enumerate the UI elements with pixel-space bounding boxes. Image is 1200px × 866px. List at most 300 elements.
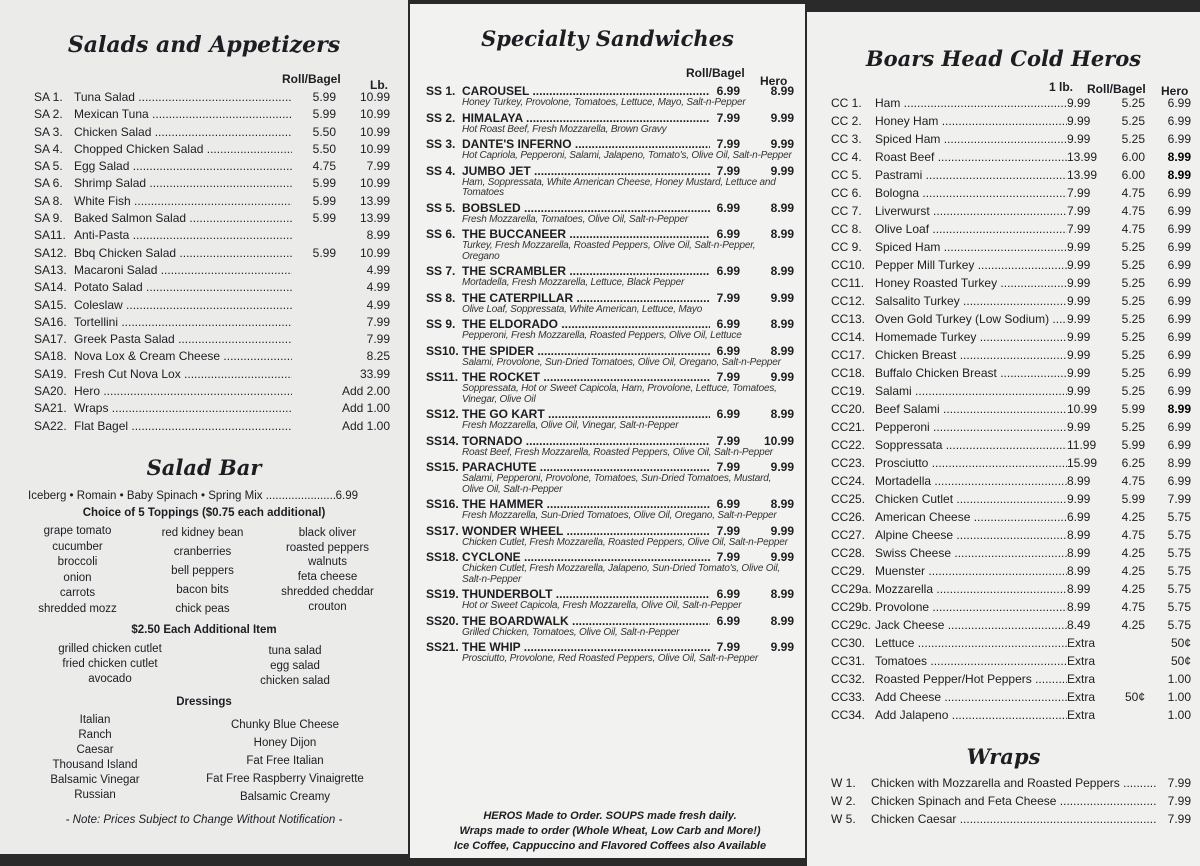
item-price-lb: 8.99 <box>1067 528 1091 542</box>
item-price-lb: 7.99 <box>1067 204 1091 218</box>
item-price-hero: 5.75 <box>1167 564 1191 578</box>
item-name: Spiced Ham ..... <box>875 132 1067 146</box>
item-price-hero: 8.99 <box>770 407 794 421</box>
item-price-lb: 8.99 <box>1067 600 1091 614</box>
item-price-lb: 7.99 <box>1067 186 1091 200</box>
item-code: CC 4. <box>831 150 862 164</box>
cold-hero-item <box>831 114 1191 132</box>
item-price-roll: 5.99 <box>1121 402 1145 416</box>
item-price-roll: 5.25 <box>1121 348 1145 362</box>
item-price-roll: 6.99 <box>716 200 740 215</box>
list-entry: cranberries <box>173 546 232 558</box>
item-name: THE HAMMER ..... <box>462 497 710 511</box>
list-entry: grilled chicken cutlet <box>58 643 162 655</box>
item-price-hero: 6.99 <box>1167 348 1191 362</box>
item-price-roll: 50¢ <box>1124 690 1145 704</box>
cold-hero-item <box>831 690 1191 708</box>
sandwich-item <box>426 317 794 342</box>
item-code: CC32. <box>831 672 866 686</box>
sandwich-row <box>426 111 794 125</box>
item-price-lb: 4.99 <box>366 262 390 277</box>
menu-item <box>34 246 390 263</box>
item-price-lb: Add 1.00 <box>341 401 390 416</box>
item-price-hero: 8.99 <box>1167 168 1191 182</box>
item-price-hero: 9.99 <box>770 460 794 474</box>
salad-bar-base <box>28 490 358 507</box>
menu-item <box>34 228 390 245</box>
item-price-hero: 8.99 <box>770 84 794 98</box>
dressings-col-1 <box>20 713 170 803</box>
item-name: Olive Loaf ..... <box>875 222 1067 236</box>
cold-hero-item <box>831 564 1191 582</box>
additional-col-2 <box>240 644 350 689</box>
list-entry: Russian <box>74 789 116 801</box>
item-description: Pepperoni, Fresh Mozzarella, Roasted Peppers, Olive Oil, Lettuce <box>462 330 742 341</box>
item-price-lb: 9.99 <box>1067 384 1091 398</box>
item-price-roll: 5.99 <box>312 211 336 226</box>
cold-hero-item <box>831 294 1191 312</box>
list-entry: fried chicken cutlet <box>62 658 158 670</box>
item-price-roll: 5.99 <box>312 245 336 260</box>
item-code: CC14. <box>831 330 866 344</box>
item-code: CC10. <box>831 258 866 272</box>
list-entry: carrots <box>59 587 96 599</box>
item-code: SA20. <box>34 384 67 399</box>
item-code: SA13. <box>34 262 67 277</box>
sandwich-item <box>426 164 794 199</box>
item-name: Anti-Pasta ..... <box>74 228 292 242</box>
item-price-lb: 7.99 <box>366 332 390 347</box>
item-name: Soppressata ..... <box>875 438 1067 452</box>
item-name: THE BOARDWALK ..... <box>462 614 710 628</box>
menu-item <box>34 315 390 332</box>
item-name: Chicken with Mozzarella and Roasted Peppers ..... <box>871 776 1157 790</box>
item-code: SA 5. <box>34 159 63 174</box>
cold-hero-item <box>831 438 1191 456</box>
item-price-roll: 6.00 <box>1121 150 1145 164</box>
item-price-roll: 5.99 <box>1121 492 1145 506</box>
item-name: Greek Pasta Salad ..... <box>74 332 292 346</box>
sandwich-item <box>426 614 794 639</box>
cold-hero-item <box>831 456 1191 474</box>
list-entry: Chunky Blue Cheese <box>230 719 340 731</box>
item-code: SA 9. <box>34 211 63 226</box>
sandwich-row <box>426 201 794 215</box>
item-code: CC19. <box>831 384 866 398</box>
item-name: Prosciutto ..... <box>875 456 1067 470</box>
cold-hero-item <box>831 492 1191 510</box>
item-name: Add Cheese ..... <box>875 690 1067 704</box>
item-price-hero: 6.99 <box>1167 276 1191 290</box>
item-price-hero: 8.99 <box>1167 402 1191 416</box>
item-price-roll: 7.99 <box>716 137 740 151</box>
wrap-item <box>831 776 1191 794</box>
item-name: Alpine Cheese ..... <box>875 528 1067 542</box>
list-entry: egg salad <box>270 660 320 672</box>
cold-hero-item <box>831 186 1191 204</box>
cold-hero-item <box>831 240 1191 258</box>
item-price-roll: 6.99 <box>716 497 740 511</box>
item-name: JUMBO JET ..... <box>462 164 710 178</box>
item-name: THE WHIP ..... <box>462 640 710 654</box>
list-entry: Fat Free Italian <box>246 755 324 767</box>
item-price-lb: 8.99 <box>1067 564 1091 578</box>
toppings-col-1 <box>30 524 125 617</box>
item-price-hero: 6.99 <box>1167 438 1191 452</box>
item-price-lb: Add 1.00 <box>341 418 390 433</box>
item-price-roll: 7.99 <box>716 110 740 125</box>
price-note: - Note: Prices Subject to Change Without Notification - <box>65 814 343 826</box>
item-price-roll: 6.99 <box>716 613 740 628</box>
cold-hero-item <box>831 672 1191 690</box>
item-price-lb: 8.99 <box>1067 582 1091 596</box>
item-code: CC29c. <box>831 618 872 632</box>
item-name: White Fish ..... <box>74 194 292 208</box>
item-name: Spiced Ham ..... <box>875 240 1067 254</box>
sandwich-row <box>426 524 794 538</box>
item-price-lb: 10.99 <box>359 176 390 191</box>
item-price-lb: Extra <box>1067 708 1096 722</box>
item-price-roll: 4.75 <box>1121 528 1145 542</box>
item-description: Grilled Chicken, Tomatoes, Olive Oil, Salt-n-Pepper <box>462 626 680 638</box>
item-name: DANTE'S INFERNO ..... <box>462 137 710 151</box>
list-entry: cucumber <box>52 540 103 553</box>
item-name: THE BUCCANEER ..... <box>462 227 710 241</box>
item-code: SA18. <box>34 349 67 364</box>
item-description: Honey Turkey, Provolone, Tomatoes, Lettuce, Mayo, Salt-n-Pepper <box>462 97 746 108</box>
item-name: Salami ..... <box>875 384 1067 398</box>
item-name: TORNADO ..... <box>462 434 710 448</box>
item-code: SS17. <box>426 523 459 538</box>
item-name: Homemade Turkey ..... <box>875 330 1067 344</box>
wrap-item <box>831 812 1191 830</box>
item-code: SA19. <box>34 366 67 381</box>
item-name: THE GO KART ..... <box>462 407 710 421</box>
list-entry: Thousand Island <box>52 759 138 771</box>
item-code: SA15. <box>34 297 67 312</box>
cold-hero-item <box>831 366 1191 384</box>
item-price-lb: 9.99 <box>1067 294 1091 308</box>
item-price-lb: 9.99 <box>1067 492 1091 506</box>
cold-hero-item <box>831 348 1191 366</box>
item-price-hero: 6.99 <box>1167 240 1191 254</box>
salad-bar-base-price: 6.99 <box>335 490 358 502</box>
item-price-roll: 5.25 <box>1121 114 1145 128</box>
list-entry: broccoli <box>57 556 98 568</box>
item-name: THE ELDORADO ..... <box>462 317 710 331</box>
sandwich-item <box>426 137 794 162</box>
item-name: Muenster ..... <box>875 564 1067 578</box>
item-price-hero: 6.99 <box>1167 186 1191 200</box>
item-price-hero: 6.99 <box>1167 420 1191 434</box>
item-code: CC31. <box>831 654 866 668</box>
toppings-col-3 <box>270 526 385 614</box>
cold-hero-item <box>831 708 1191 726</box>
sandwich-row <box>426 614 794 628</box>
sandwich-row <box>426 84 794 98</box>
item-price-roll: 7.99 <box>716 290 740 305</box>
item-price-lb: 10.99 <box>359 90 390 104</box>
item-price-hero: 6.99 <box>1167 384 1191 398</box>
menu-item <box>34 280 390 297</box>
item-name: Pastrami ..... <box>875 168 1067 182</box>
item-name: Tuna Salad ..... <box>74 90 292 104</box>
item-price-hero: 8.99 <box>1167 456 1191 470</box>
item-price-roll: 5.25 <box>1121 366 1145 380</box>
salads-title: Salads and Appetizers <box>67 32 341 58</box>
item-price-roll: 5.99 <box>312 107 336 122</box>
item-price: 7.99 <box>1167 776 1191 790</box>
item-code: CC21. <box>831 420 866 434</box>
item-price-roll: 5.25 <box>1121 240 1145 254</box>
item-description: Turkey, Fresh Mozzarella, Roasted Peppers, Olive Oil, Salt-n-Pepper, Oregano <box>462 240 756 262</box>
item-price-hero: 6.99 <box>1167 114 1191 128</box>
item-price-lb: 8.99 <box>1067 474 1091 488</box>
item-name: Jack Cheese ..... <box>875 618 1067 632</box>
item-price-hero: 5.75 <box>1167 582 1191 596</box>
sandwich-item <box>426 264 794 289</box>
item-name: Buffalo Chicken Breast ..... <box>875 366 1067 380</box>
list-entry: roasted peppers <box>285 541 370 554</box>
item-code: SS19. <box>426 587 459 601</box>
item-code: SS 9. <box>426 317 456 331</box>
item-name: Wraps ..... <box>74 401 292 415</box>
item-code: CC 3. <box>831 132 862 146</box>
item-price-lb: 6.99 <box>1067 510 1091 524</box>
item-price-lb: 4.99 <box>366 297 390 312</box>
item-price-roll: 4.75 <box>1121 222 1145 236</box>
footer-heros: HEROS Made to Order. SOUPS made fresh daily. <box>483 810 737 822</box>
item-name: THE ROCKET ..... <box>462 370 710 384</box>
sandwiches-footer <box>426 803 794 854</box>
item-price-hero: 9.99 <box>770 163 794 178</box>
item-price-roll: 4.25 <box>1121 564 1145 578</box>
cold-hero-item <box>831 258 1191 276</box>
sandwich-item <box>426 84 794 109</box>
item-code: CC 9. <box>831 240 862 254</box>
footer-wraps: Wraps made to order (Whole Wheat, Low Carb and More!) <box>459 825 761 837</box>
sandwich-item <box>426 640 794 665</box>
item-price: 7.99 <box>1167 794 1191 808</box>
toppings-col-2 <box>150 524 255 619</box>
item-price-hero: 9.99 <box>770 137 794 151</box>
item-price-roll: 5.25 <box>1121 132 1145 146</box>
item-description: Hot Roast Beef, Fresh Mozzarella, Brown Gravy <box>462 123 667 135</box>
item-price-lb: 13.99 <box>1067 150 1098 164</box>
cold-hero-item <box>831 276 1191 294</box>
item-price-hero: 9.99 <box>770 640 794 654</box>
item-price-roll: 5.25 <box>1121 258 1145 272</box>
item-name: CAROUSEL ..... <box>462 84 710 98</box>
item-code: SS20. <box>426 613 459 628</box>
item-code: CC34. <box>831 708 866 722</box>
item-price-roll: 7.99 <box>716 640 740 654</box>
menu-item <box>34 107 390 124</box>
item-name: Baked Salmon Salad ..... <box>74 211 292 225</box>
item-price-hero: 9.99 <box>770 550 794 564</box>
item-description: Ham, Soppressata, White American Cheese, Honey Mustard, Lettuce and Tomatoes <box>462 176 776 198</box>
item-price-roll: 5.25 <box>1121 312 1145 326</box>
item-name: CYCLONE ..... <box>462 550 710 564</box>
item-code: SA22. <box>34 418 67 433</box>
cold-hero-item <box>831 222 1191 240</box>
item-price-roll: 4.25 <box>1121 546 1145 560</box>
item-price-hero: 8.99 <box>770 200 794 215</box>
item-price-lb: 8.49 <box>1067 618 1091 632</box>
item-price-hero: 7.99 <box>1167 492 1191 506</box>
cold-hero-item <box>831 312 1191 330</box>
col-hero: Hero <box>1161 84 1189 98</box>
item-price-lb: 8.25 <box>366 349 390 364</box>
salads-panel <box>0 0 408 854</box>
item-name: THUNDERBOLT ..... <box>462 587 710 601</box>
cold-hero-item <box>831 510 1191 528</box>
item-price-lb: 10.99 <box>359 245 390 260</box>
list-entry: bacon bits <box>176 584 229 596</box>
sandwich-item <box>426 344 794 369</box>
item-price-hero: 8.99 <box>770 317 794 331</box>
sandwich-row <box>426 434 794 448</box>
cold-hero-item <box>831 132 1191 150</box>
item-code: CC18. <box>831 366 866 380</box>
salads-list <box>34 90 390 436</box>
item-price-roll: 5.25 <box>1121 294 1145 308</box>
item-price-roll: 5.25 <box>1121 420 1145 434</box>
item-code: CC26. <box>831 510 866 524</box>
list-entry: Balsamic Creamy <box>239 791 331 803</box>
cold-heros-panel <box>807 12 1200 866</box>
item-code: CC29b. <box>831 600 872 614</box>
item-code: SS12. <box>426 407 459 421</box>
item-name: Shrimp Salad ..... <box>74 176 292 190</box>
toppings-title: Choice of 5 Toppings ($0.75 each additional) <box>82 507 326 519</box>
item-price-hero: 9.99 <box>770 370 794 384</box>
list-entry: Fat Free Raspberry Vinaigrette <box>206 773 364 785</box>
item-price-roll: 5.25 <box>1121 96 1145 110</box>
item-description: Fresh Mozzarella, Sun-Dried Tomatoes, Olive Oil, Oregano, Salt-n-Pepper <box>462 510 777 521</box>
list-entry: red kidney bean <box>161 527 244 539</box>
item-name: Roast Beef ..... <box>875 150 1067 164</box>
item-price-roll: 7.99 <box>716 523 740 538</box>
sandwich-row <box>426 460 794 474</box>
cold-hero-item <box>831 654 1191 672</box>
cold-hero-item <box>831 150 1191 168</box>
item-price-hero: 9.99 <box>770 110 794 125</box>
item-price-roll: 4.75 <box>1121 186 1145 200</box>
sandwich-item <box>426 460 794 495</box>
item-price-hero: 9.99 <box>770 523 794 538</box>
item-price-lb: 9.99 <box>1067 330 1091 344</box>
item-code: SS 2. <box>426 110 456 125</box>
salad-bar-base-label: Iceberg • Romain • Baby Spinach • Spring Mix ..... <box>28 490 336 502</box>
item-price-lb: 13.99 <box>359 211 390 226</box>
item-code: SS18. <box>426 550 459 564</box>
item-code: SA12. <box>34 245 67 260</box>
col-1lb: 1 lb. <box>1049 80 1074 94</box>
list-entry: chicken salad <box>260 675 330 687</box>
item-name: Chicken Breast ..... <box>875 348 1067 362</box>
item-price-lb: Extra <box>1067 690 1096 704</box>
item-description: Roast Beef, Fresh Mozzarella, Roasted Peppers, Olive Oil, Salt-n-Pepper <box>462 446 773 458</box>
list-entry: chick peas <box>175 603 230 615</box>
item-price-lb: 4.99 <box>366 280 390 295</box>
item-price-lb: Extra <box>1067 672 1096 686</box>
item-name: Chicken Spinach and Feta Cheese ..... <box>871 794 1157 808</box>
item-price-lb: 9.99 <box>1067 366 1091 380</box>
menu-item <box>34 401 390 418</box>
sandwich-item <box>426 227 794 262</box>
item-price-lb: 13.99 <box>1067 168 1098 182</box>
item-code: SA 8. <box>34 193 63 208</box>
item-price-hero: 9.99 <box>770 290 794 305</box>
item-description: Salami, Pepperoni, Provolone, Tomatoes, Sun-Dried Tomatoes, Mustard, Olive Oil, Salt-n-Pepper <box>462 473 772 495</box>
item-code: SS 1. <box>426 84 456 98</box>
item-price-lb: 9.99 <box>1067 312 1091 326</box>
item-price-roll: 5.25 <box>1121 276 1145 290</box>
item-description: Fresh Mozzarella, Tomatoes, Olive Oil, Salt-n-Pepper <box>462 213 688 225</box>
item-price-hero: 10.99 <box>763 433 794 448</box>
list-entry: feta cheese <box>297 571 358 584</box>
item-code: SS 3. <box>426 137 456 151</box>
item-price-roll: 6.99 <box>716 264 740 278</box>
item-code: SA 4. <box>34 141 63 156</box>
cold-hero-item <box>831 420 1191 438</box>
item-price-roll: 5.50 <box>312 141 336 156</box>
item-description: Prosciutto, Provolone, Red Roasted Peppers, Olive Oil, Salt-n-Pepper <box>462 653 758 664</box>
menu-item <box>34 194 390 211</box>
item-price-hero: 6.99 <box>1167 312 1191 326</box>
item-name: THE SCRAMBLER ..... <box>462 264 710 278</box>
cold-hero-item <box>831 204 1191 222</box>
sandwich-row <box>426 550 794 564</box>
item-description: Mortadella, Fresh Mozzarella, Lettuce, Black Pepper <box>462 277 685 288</box>
item-code: CC25. <box>831 492 866 506</box>
sandwich-row <box>426 640 794 654</box>
item-price-hero: 6.99 <box>1167 204 1191 218</box>
item-name: Oven Gold Turkey (Low Sodium) ..... <box>875 312 1067 326</box>
col-roll-bagel: Roll/Bagel <box>1087 82 1146 96</box>
item-name: Roasted Pepper/Hot Peppers ..... <box>875 672 1067 686</box>
item-name: Bbq Chicken Salad ..... <box>74 246 292 260</box>
list-entry: grape tomato <box>43 525 112 537</box>
item-name: Egg Salad ..... <box>74 159 292 173</box>
list-entry: Italian <box>79 714 111 726</box>
item-price-roll: 6.99 <box>716 343 740 358</box>
item-price-roll: 7.99 <box>716 370 740 384</box>
item-code: CC30. <box>831 636 866 650</box>
item-name: THE CATERPILLAR ..... <box>462 291 710 305</box>
item-code: SA 1. <box>34 90 63 104</box>
item-price-lb: 11.99 <box>1067 438 1097 452</box>
list-entry: Honey Dijon <box>253 737 317 749</box>
item-price-lb: 10.99 <box>359 141 390 156</box>
item-price-roll: 6.99 <box>716 587 740 601</box>
sandwich-row <box>426 264 794 278</box>
sandwiches-column <box>426 84 794 854</box>
menu-item <box>34 90 390 107</box>
item-description: Soppressata, Hot or Sweet Capicola, Ham, Provolone, Lettuce, Tomatoes, Vinegar, Olive Oil <box>462 383 777 405</box>
item-price: 7.99 <box>1167 812 1191 826</box>
item-price-lb: 9.99 <box>1067 240 1091 254</box>
item-price-hero: 6.99 <box>1167 474 1191 488</box>
item-price-lb: 7.99 <box>366 314 390 329</box>
item-code: SS 4. <box>426 163 456 178</box>
cold-hero-item <box>831 402 1191 420</box>
footer-coffee: Ice Coffee, Cappuccino and Flavored Coffees also Available <box>453 840 767 852</box>
item-code: CC11. <box>831 276 865 290</box>
item-name: Bologna ..... <box>875 186 1067 200</box>
item-name: Pepperoni ..... <box>875 420 1067 434</box>
